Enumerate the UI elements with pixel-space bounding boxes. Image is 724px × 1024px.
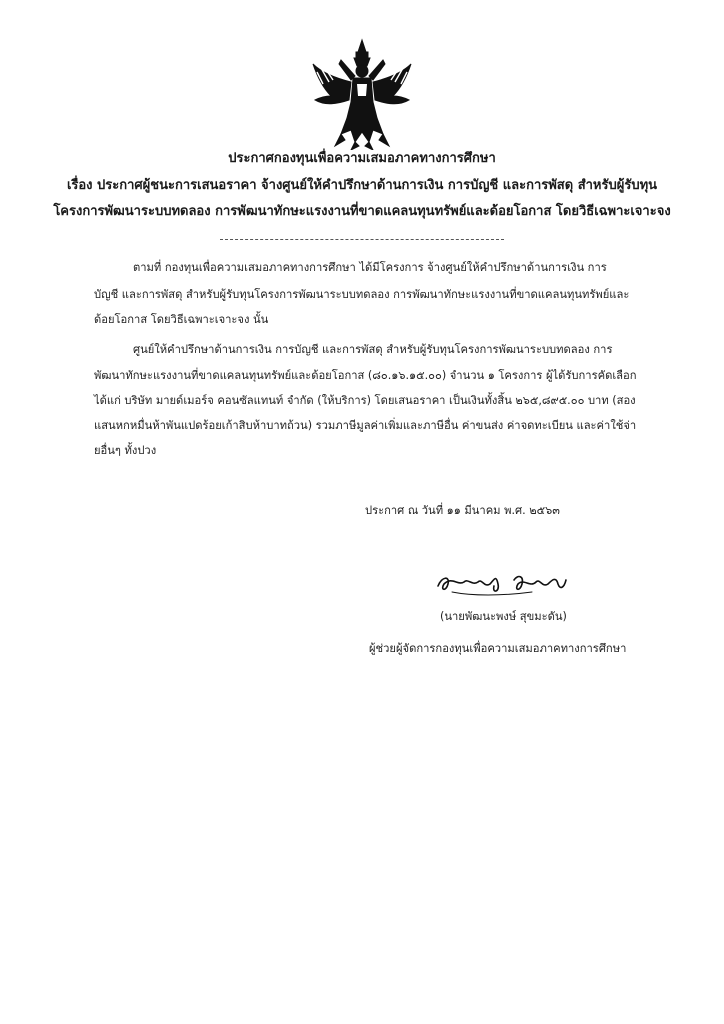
divider-line [220, 239, 504, 240]
subject-line-1: เรื่อง ประกาศผู้ชนะการเสนอราคา จ้างศูนย์ให้คำปรึกษาด้านการเงิน การบัญชี และการพัสดุ สำหรับผู้รับทุน [66, 178, 658, 193]
paragraph-1-line-2: บัญชี และการพัสดุ สำหรับผู้รับทุนโครงการพัฒนาระบบทดลอง การพัฒนาทักษะแรงงานที่ขาดแคลนทุนทรัพย์และ [94, 288, 630, 301]
handwritten-signature [432, 566, 572, 600]
paragraph-2-line-4: แสนหกหมื่นห้าพันแปดร้อยเก้าสิบห้าบาทถ้วน) รวมภาษีมูลค่าเพิ่มและภาษีอื่น ค่าขนส่ง ค่าจดทะเบียน และค่าใช้จ่า [94, 419, 637, 432]
paragraph-1-line-3: ด้อยโอกาส โดยวิธีเฉพาะเจาะจง นั้น [94, 313, 269, 326]
subject-line-2: โครงการพัฒนาระบบทดลอง การพัฒนาทักษะแรงงานที่ขาดแคลนทุนทรัพย์และด้อยโอกาส โดยวิธีเฉพาะเจาะจง [53, 204, 671, 219]
signer-position: ผู้ช่วยผู้จัดการกองทุนเพื่อความเสมอภาคทางการศึกษา [369, 642, 627, 655]
garuda-emblem-icon [311, 38, 413, 150]
paragraph-2-line-3: ได้แก่ บริษัท มายด์เมอร์จ คอนซัลแทนท์ จำกัด (ให้บริการ) โดยเสนอราคา เป็นเงินทั้งสิ้น ๒๖๕,๘๙๕.๐๐ บาท (สอง [94, 394, 636, 407]
paragraph-2-line-5: ยอื่นๆ ทั้งปวง [94, 444, 157, 457]
paragraph-2-line-2: พัฒนาทักษะแรงงานที่ขาดแคลนทุนทรัพย์และด้อยโอกาส (๘๐.๑๖.๑๕.๐๐) จำนวน ๑ โครงการ ผู้ได้รับการคัดเลือก [94, 369, 637, 382]
paragraph-2-line-1: ศูนย์ให้คำปรึกษาด้านการเงิน การบัญชี และการพัสดุ สำหรับผู้รับทุนโครงการพัฒนาระบบทดลอง การ [133, 343, 613, 356]
signer-name: (นายพัฒนะพงษ์ สุขมะดัน) [440, 610, 567, 623]
document-title: ประกาศกองทุนเพื่อความเสมอภาคทางการศึกษา [228, 151, 496, 166]
paragraph-1-line-1: ตามที่ กองทุนเพื่อความเสมอภาคทางการศึกษา ได้มีโครงการ จ้างศูนย์ให้คำปรึกษาด้านการเงิน การ [133, 261, 607, 274]
announcement-date: ประกาศ ณ วันที่ ๑๑ มีนาคม พ.ศ. ๒๕๖๓ [365, 504, 560, 517]
